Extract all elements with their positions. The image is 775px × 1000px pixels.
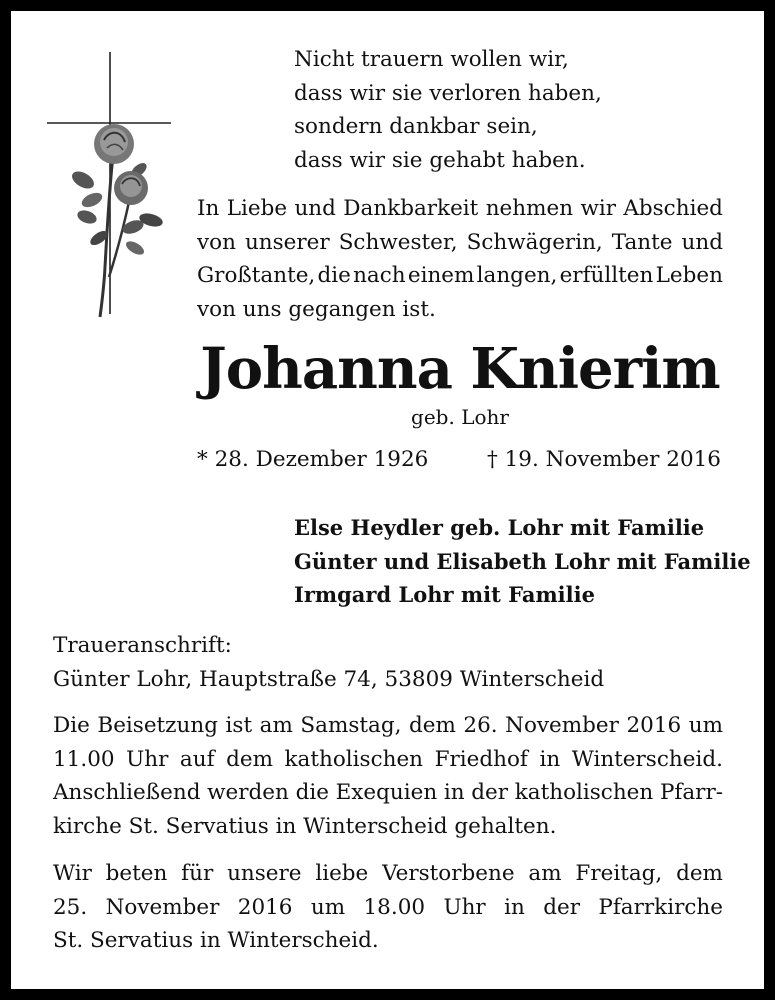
intro-paragraph xyxy=(197,192,723,326)
funeral-line: Die Beisetzung ist am Samstag, dem 26. November 2016 um xyxy=(53,713,723,738)
intro-line: von uns gegangen ist. xyxy=(197,296,436,322)
prayer-line: St. Servatius in Winterscheid. xyxy=(53,928,379,953)
intro-line: von unserer Schwester, Schwägerin, Tante und xyxy=(197,229,723,255)
mourner: Irmgard Lohr mit Familie xyxy=(294,582,595,607)
maiden-name: geb. Lohr xyxy=(411,405,509,429)
prayer-line: Wir beten für unsere liebe Verstorbene am Freitag, dem xyxy=(53,861,723,886)
obituary-notice xyxy=(11,11,764,989)
mourner: Günter und Elisabeth Lohr mit Familie xyxy=(294,548,751,574)
address-value: Günter Lohr, Hauptstraße 74, 53809 Winterscheid xyxy=(53,666,605,692)
death-date: † 19. November 2016 xyxy=(487,447,721,472)
funeral-line: 11.00 Uhr auf dem katholischen Friedhof in Winterscheid. xyxy=(53,746,723,772)
deceased-name: Johanna Knierim xyxy=(200,336,720,402)
funeral-paragraph xyxy=(53,709,723,843)
prayer-line: 25. November 2016 um 18.00 Uhr in der Pfarrkirche xyxy=(53,894,723,920)
poem-line: dass wir sie gehabt haben. xyxy=(294,147,586,173)
poem-line: Nicht trauern wollen wir, xyxy=(294,47,569,72)
poem-line: dass wir sie verloren haben, xyxy=(294,80,602,106)
intro-line: Großtante, die nach einem langen, erfüllten Leben xyxy=(197,263,723,288)
intro-line: In Liebe und Dankbarkeit nehmen wir Abschied xyxy=(197,196,723,221)
mourning-address xyxy=(53,629,604,696)
poem xyxy=(294,43,602,177)
prayer-paragraph xyxy=(53,857,723,958)
mourner: Else Heydler geb. Lohr mit Familie xyxy=(294,515,705,540)
birth-date: * 28. Dezember 1926 xyxy=(197,447,429,472)
cross-with-rose-icon xyxy=(47,52,171,322)
address-label: Traueranschrift: xyxy=(53,633,232,658)
funeral-line: Anschließend werden die Exequien in der katholischen Pfarr- xyxy=(53,780,723,805)
poem-line: sondern dankbar sein, xyxy=(294,114,538,139)
funeral-line: kirche St. Servatius in Winterscheid gehalten. xyxy=(53,813,557,839)
mourners-list xyxy=(294,511,751,612)
